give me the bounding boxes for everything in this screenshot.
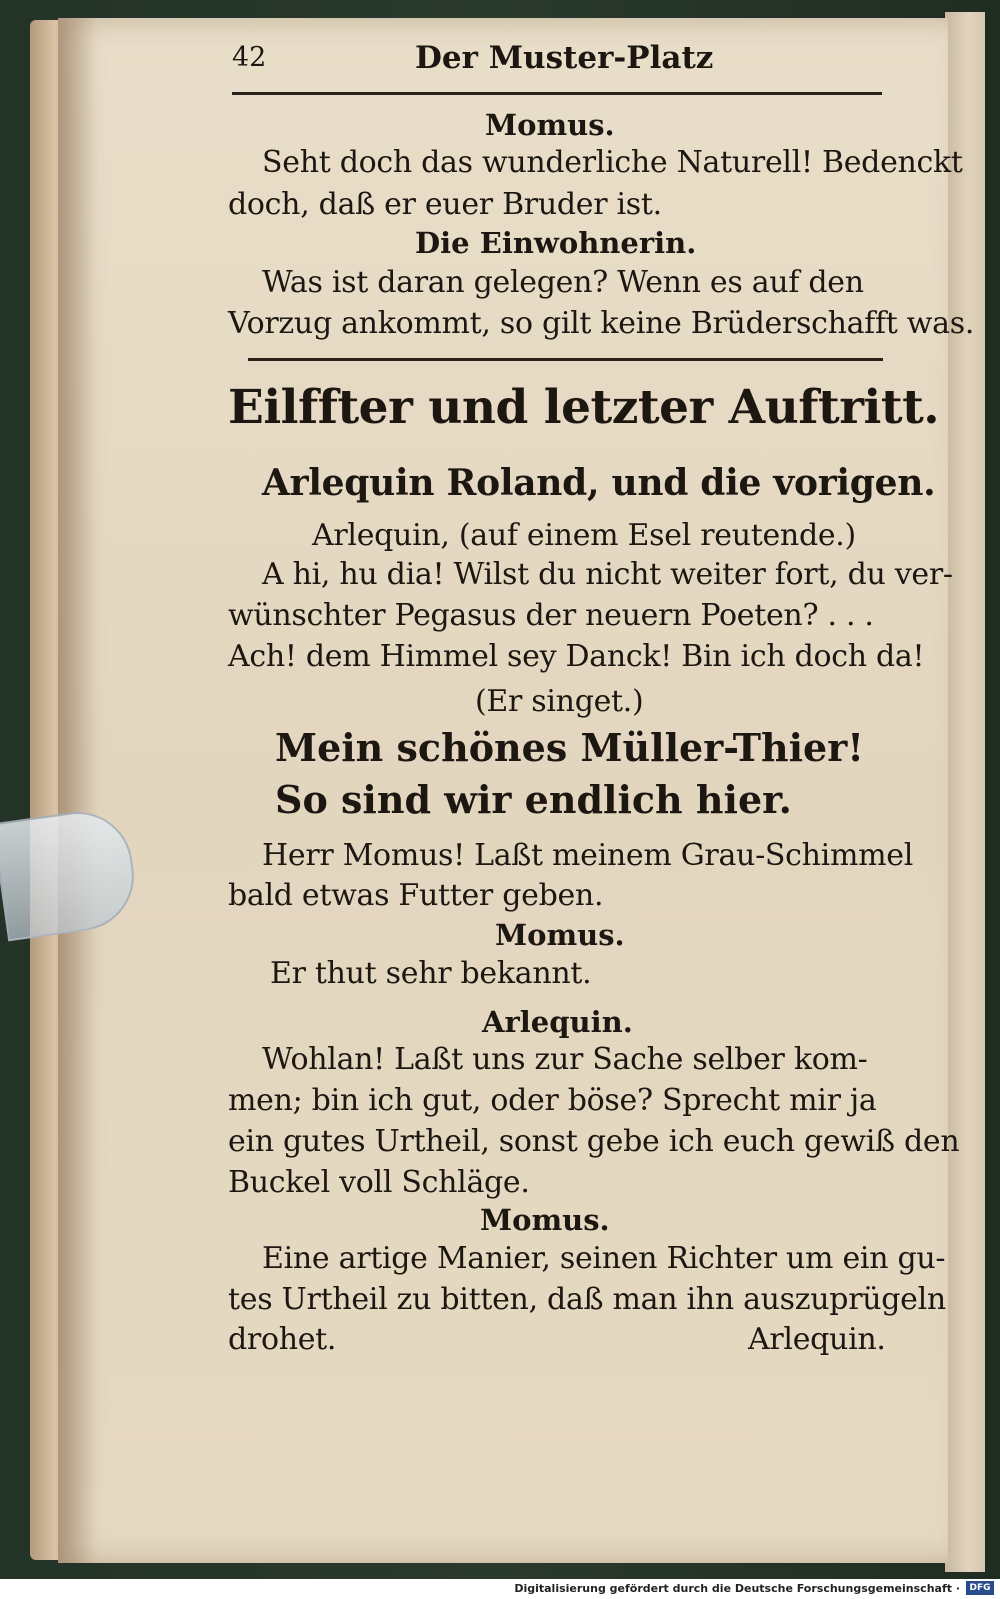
text-line: Vorzug ankommt, so gilt keine Brüderschafft was. [228, 306, 975, 341]
stage-direction: Arlequin, (auf einem Esel reutende.) [312, 518, 856, 553]
speaker-arlequin: Arlequin. [482, 1005, 633, 1039]
dfg-logo: DFG [966, 1581, 994, 1595]
text-line: men; bin ich gut, oder böse? Sprecht mir ja [228, 1083, 877, 1118]
text-line: Buckel voll Schläge. [228, 1165, 530, 1200]
scene-characters: Arlequin Roland, und die vorigen. [262, 462, 936, 504]
header-rule [232, 92, 882, 95]
page-number: 42 [232, 42, 267, 73]
text-line: Ach! dem Himmel sey Danck! Bin ich doch da! [228, 639, 925, 674]
text-line: A hi, hu dia! Wilst du nicht weiter fort, du ver- [262, 557, 953, 592]
text-line: Herr Momus! Laßt meinem Grau-Schimmel [262, 838, 914, 873]
speaker-momus: Momus. [495, 918, 625, 952]
text-line: ein gutes Urtheil, sonst gebe ich euch gewiß den [228, 1124, 960, 1159]
song-line: Mein schönes Müller-Thier! [275, 725, 864, 770]
funding-credit: Digitalisierung gefördert durch die Deutsche Forschungsgemeinschaft · [514, 1582, 960, 1595]
speaker-momus: Momus. [480, 1203, 610, 1237]
text-line: Was ist daran gelegen? Wenn es auf den [262, 265, 864, 300]
text-line: Eine artige Manier, seinen Richter um ein gu- [262, 1241, 946, 1276]
text-line: wünschter Pegasus der neuern Poeten? . . . [228, 598, 874, 633]
scene-rule [248, 358, 883, 361]
gutter-shadow [58, 18, 98, 1563]
facing-page-edge [945, 12, 985, 1572]
text-line: bald etwas Futter geben. [228, 878, 604, 913]
speaker-momus: Momus. [485, 108, 615, 142]
text-line: doch, daß er euer Bruder ist. [228, 187, 662, 222]
song-line: So sind wir endlich hier. [275, 777, 792, 822]
catchword: Arlequin. [748, 1322, 886, 1357]
speaker-einwohnerin: Die Einwohnerin. [415, 226, 697, 260]
stage-direction: (Er singet.) [475, 684, 644, 719]
text-line: Er thut sehr bekannt. [270, 956, 592, 991]
text-line: Seht doch das wunderliche Naturell! Bedenckt [262, 145, 963, 180]
scene-title: Eilffter und letzter Auftritt. [228, 380, 940, 435]
text-line: Wohlan! Laßt uns zur Sache selber kom- [262, 1042, 868, 1077]
text-line: drohet. [228, 1322, 337, 1357]
running-title: Der Muster-Platz [415, 40, 714, 76]
text-line: tes Urtheil zu bitten, daß man ihn auszuprügeln [228, 1282, 946, 1317]
